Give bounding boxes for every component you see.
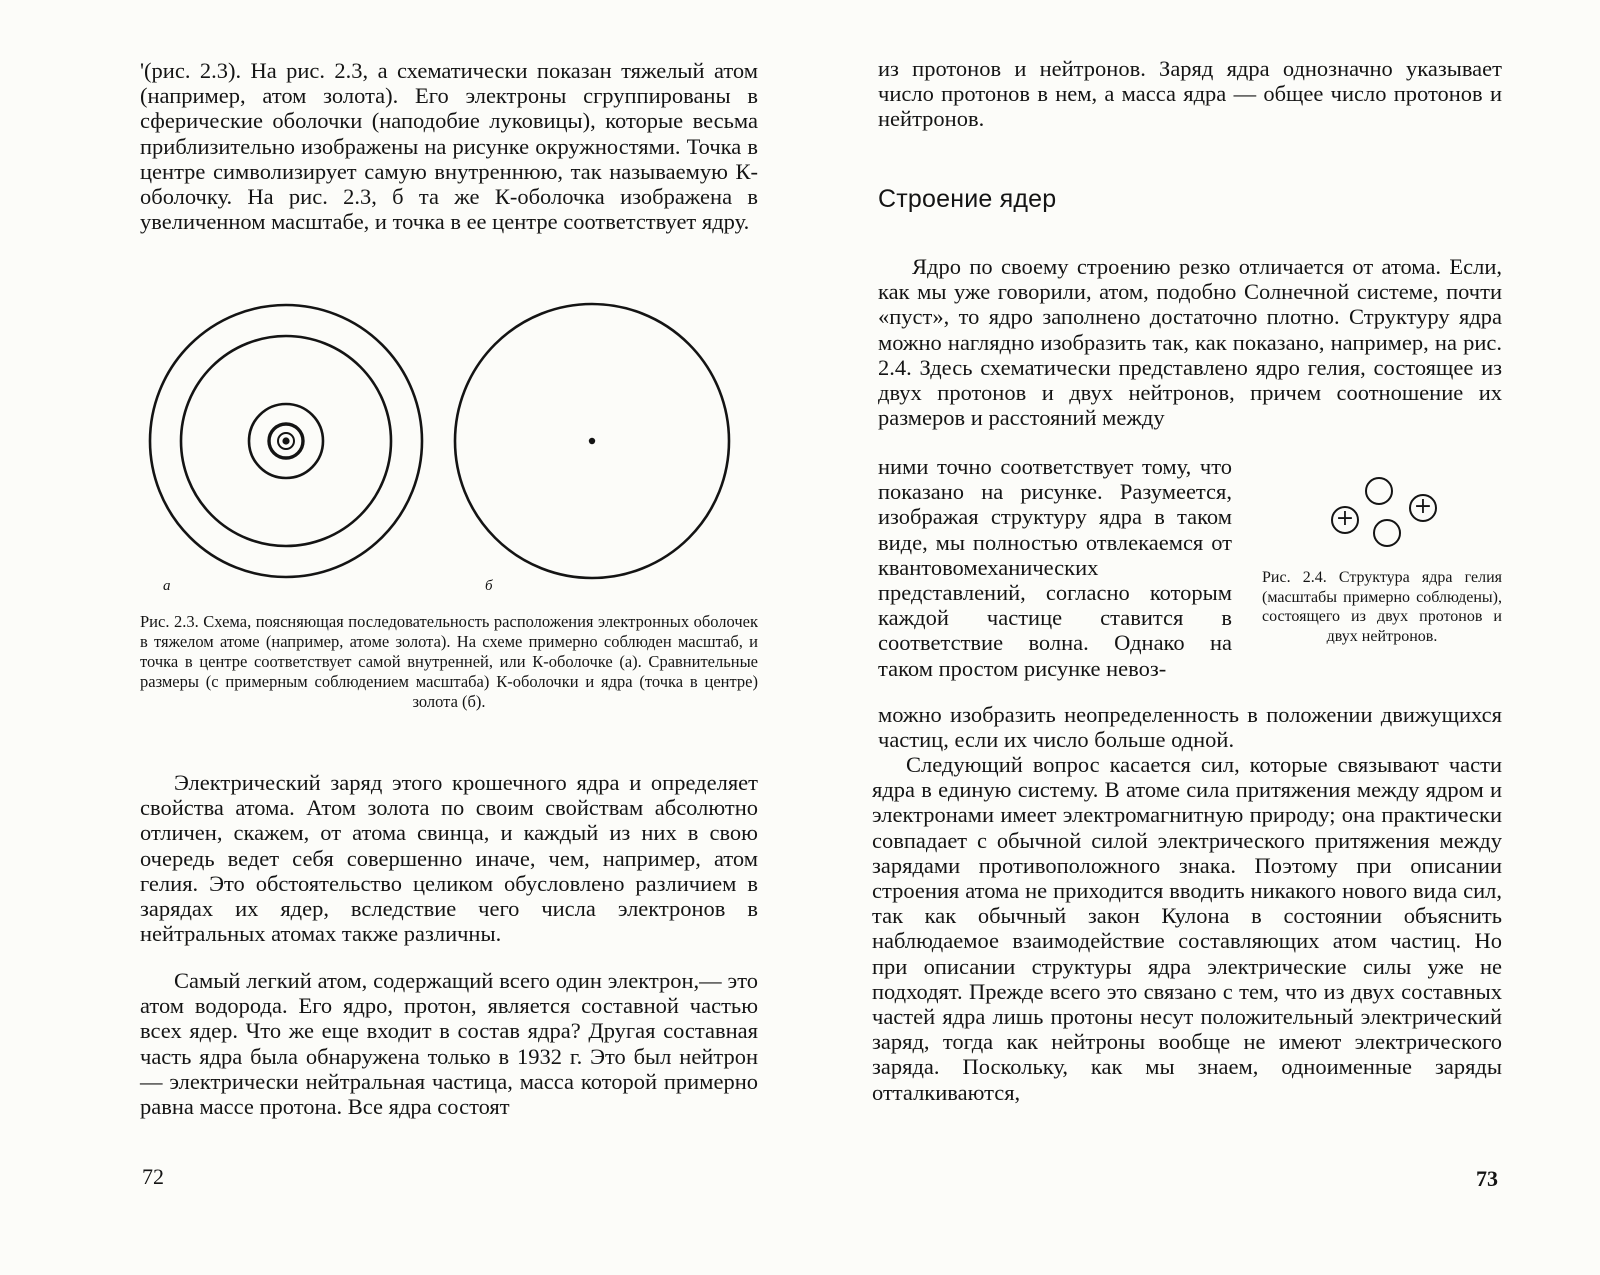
k-shell-center-dot (282, 437, 289, 444)
neutron-top (1366, 478, 1392, 504)
neutron-bottom (1374, 520, 1400, 546)
right-page (800, 0, 1600, 1275)
proton-left-sign: + (1335, 506, 1355, 531)
figure-label-a: а (163, 578, 171, 594)
nucleus-dot (589, 438, 595, 444)
left-paragraph-3: Самый легкий атом, содержащий всего один электрон,— это атом водорода. Его ядро, протон, является составной частью всех ядер. Что же еще входит в состав ядра? Другая составная часть ядра была обнаружена только в 1932 г. Это был нейтрон — электрически нейтральная частица, масса которой примерно равна массе протона. Все ядра состоят (140, 968, 758, 1120)
left-paragraph-1: '(рис. 2.3). На рис. 2.3, а схематически показан тяжелый атом (например, атом золота). Его электроны сгруппированы в сферические оболочки (наподобие луковицы), которые весьма приблизительно изображены на рисунке окружностями. Точка в центре символизирует самую внутреннюю, так называемую К-оболочку. На рис. 2.3, б та же К-оболочка изображена в увеличенном масштабе, и точка в ее центре соответствует ядру. (140, 58, 758, 235)
figure-2-4-caption: Рис. 2.4. Структура ядра гелия (масштабы примерно соблюдены), состоящего из двух протонов и двух нейтронов. (1262, 569, 1502, 645)
right-paragraph-2-top: Ядро по своему строению резко отличается от атома. Если, как мы уже говорили, атом, подобно Солнечной системе, почти «пуст», то ядро заполнено достаточно плотно. Структуру ядра можно наглядно изобразить так, как показано, например, на рис. 2.4. Здесь схематически представлено ядро гелия, состоящее из двух протонов и двух нейтронов, причем соотношение их размеров и расстояний между (878, 254, 1502, 431)
right-paragraph-2-bottom: можно изобразить неопределенность в положении движущихся частиц, если их число больше одной. (878, 702, 1502, 753)
page-number-right: 73 (1476, 1166, 1498, 1191)
figure-2-3-caption: Рис. 2.3. Схема, поясняющая последовательность расположения электронных оболочек в тяжелом атоме (например, атоме золота). На схеме примерно соблюден масштаб, и точка в центре соответствует самой внутренней, или К-оболочке (а). Сравнительные размеры (с примерным соблюдением масштаба) К-оболочки и ядра (точка в центре) золота (б). (140, 612, 758, 711)
left-paragraph-2: Электрический заряд этого крошечного ядра и определяет свойства атома. Атом золота по своим свойствам абсолютно отличен, скажем, от атома свинца, и каждый из них в свою очередь ведет себя совершенно иначе, чем, например, атом гелия. Это обстоятельство целиком обусловлено различием в зарядах их ядер, вследствие чего числа электронов в нейтральных атомах также различны. (140, 770, 758, 947)
figure-label-b: б (485, 578, 493, 594)
section-heading: Строение ядер (878, 185, 1057, 213)
right-paragraph-3: Следующий вопрос касается сил, которые связывают части ядра в единую систему. В атоме сила притяжения между ядром и электронами имеет электромагнитную природу; она практически совпадает с обычной силой электрического притяжения между зарядами противоположного знака. Поэтому при описании строения атома не приходится вводить никакого нового вида сил, так как обычный закон Кулона в состоянии объяснить наблюдаемое взаимодействие составляющих атом частиц. Но при описании структуры ядра электрические силы уже не подходят. Прежде всего это связано с тем, что из двух составных частей ядра лишь протоны несут положительный электрический заряд, тогда как нейтроны вообще не имеют электрического заряда. Поскольку, как мы знаем, одноименные заряды отталкиваются, (872, 752, 1502, 1105)
right-paragraph-2-wrapped: ними точно соответствует тому, что показано на рисунке. Разумеется, изображая структуру ядра в таком виде, мы полностью отвлекаемся от квантовомеханических представлений, согласно которым каждой частице ставится в соответствие волна. Однако на таком простом рисунке невоз- (878, 454, 1232, 681)
right-paragraph-1: из протонов и нейтронов. Заряд ядра однозначно указывает число протонов в нем, а масса ядра — общее число протонов и нейтронов. (878, 56, 1502, 132)
proton-right-sign: + (1413, 494, 1433, 519)
page-number-left: 72 (142, 1164, 164, 1189)
